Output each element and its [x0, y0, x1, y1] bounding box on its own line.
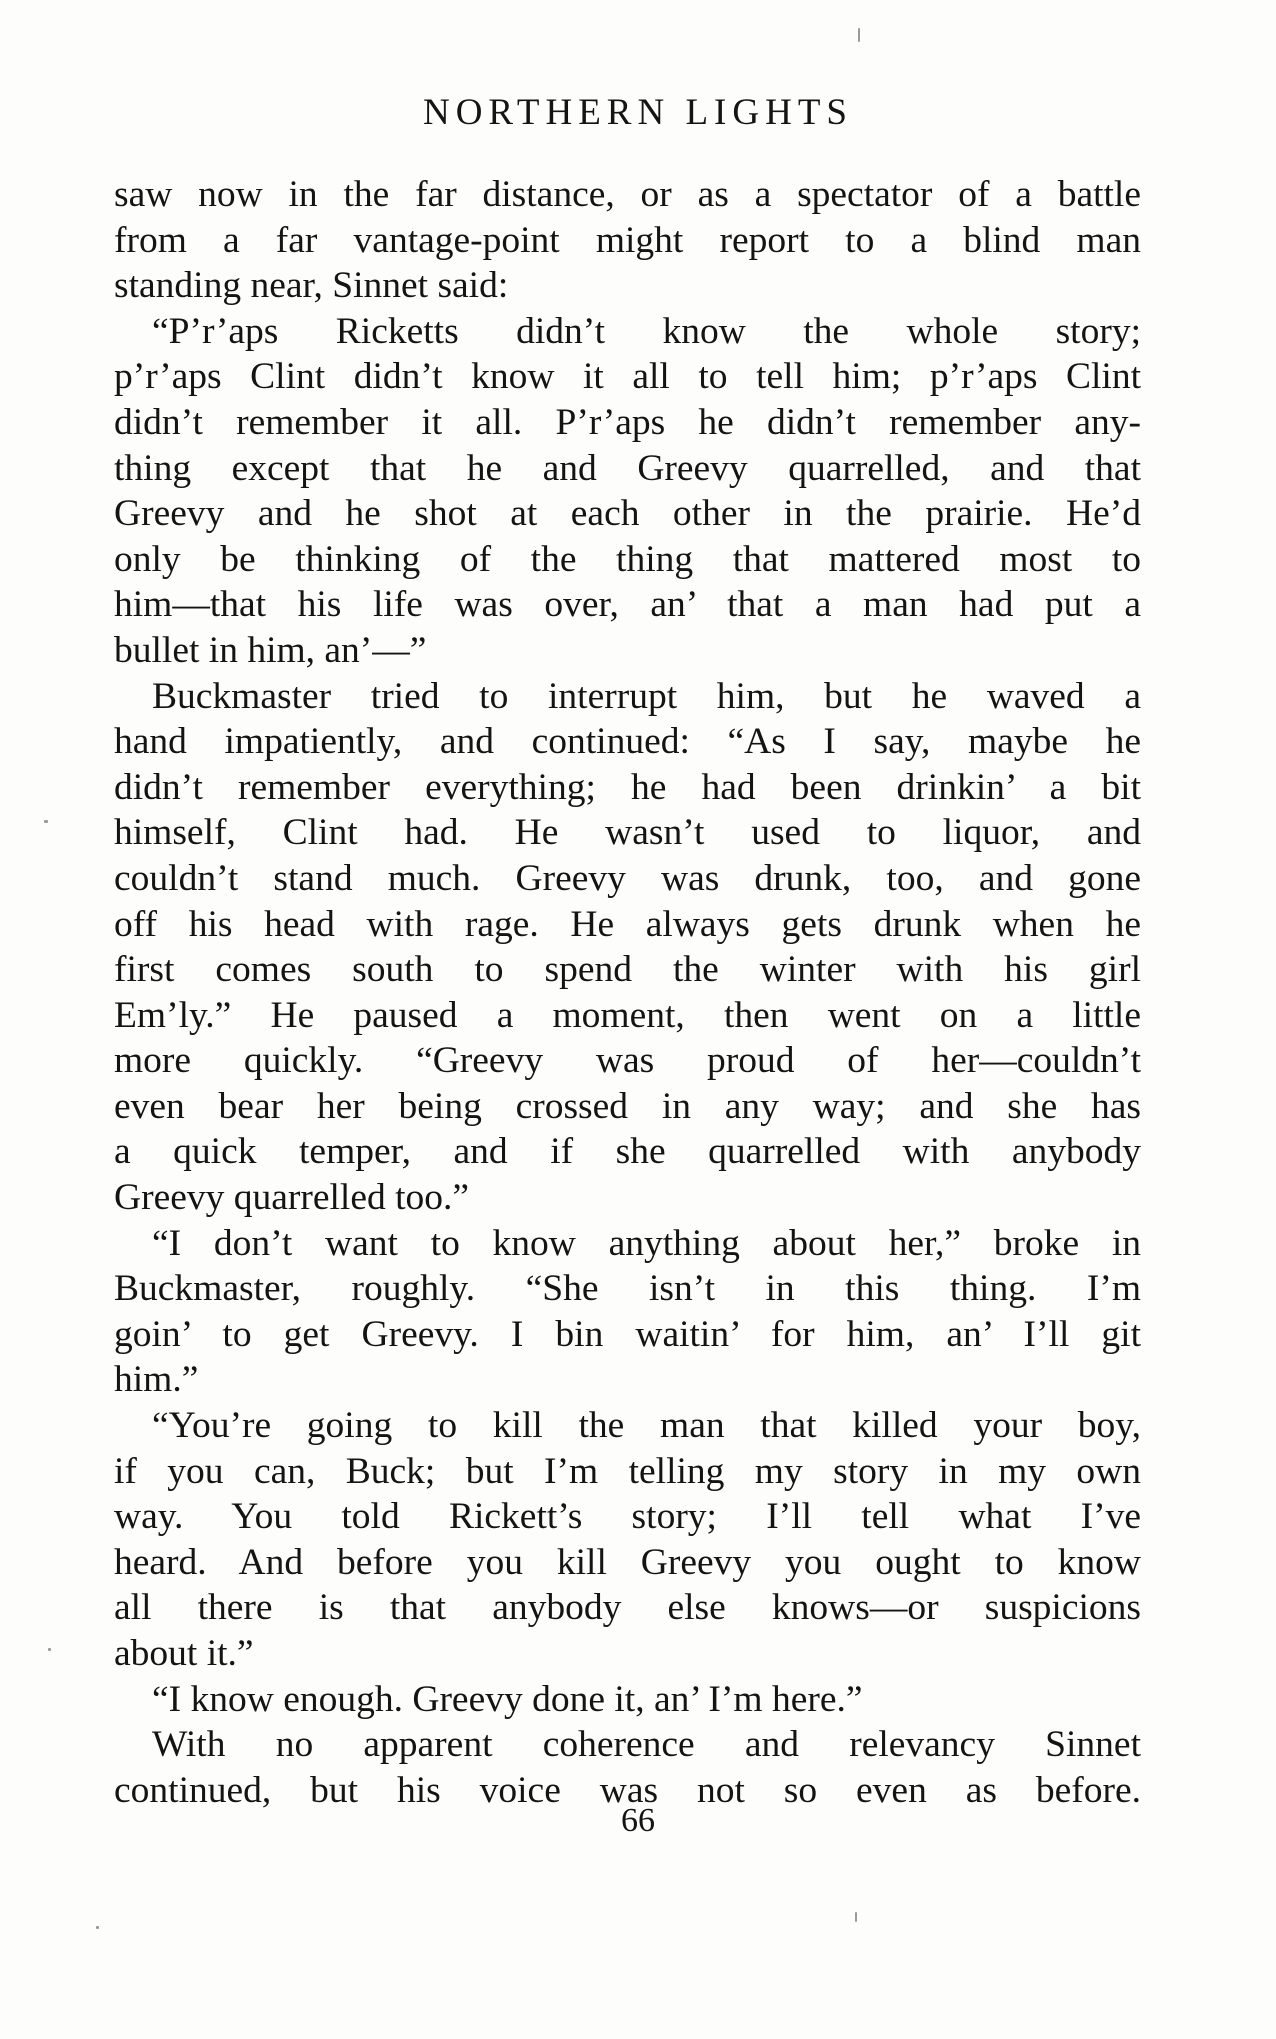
text-line: first comes south to spend the winter with his girl: [114, 949, 1141, 991]
text-line: about it.”: [114, 1633, 254, 1674]
text-line: didn’t remember it all. P’r’aps he didn’t remember any-: [114, 401, 1141, 443]
text-line: “I don’t want to know anything about her,” broke in: [152, 1222, 1141, 1264]
text-line: bullet in him, an’—”: [114, 629, 427, 671]
text-line: Greevy quarrelled too.”: [114, 1177, 470, 1219]
text-line: more quickly. “Greevy was proud of her—couldn’t: [114, 1040, 1141, 1082]
text-line: himself, Clint had. He wasn’t used to liquor, and: [114, 812, 1141, 854]
text-line: standing near, Sinnet said:: [114, 265, 509, 307]
text-line: thing except that he and Greevy quarrelled, and that: [114, 447, 1141, 489]
scan-speck: [855, 1912, 857, 1922]
text-line: Buckmaster, roughly. “She isn’t in this thing. I’m: [114, 1268, 1141, 1310]
page-number: 66: [621, 1802, 655, 1839]
text-line: hand impatiently, and continued: “As I say, maybe he: [114, 721, 1141, 763]
text-line: Em’ly.” He paused a moment, then went on a little: [114, 994, 1141, 1036]
text-line: from a far vantage-point might report to a blind man: [114, 219, 1141, 261]
text-line: With no apparent coherence and relevancy Sinnet: [152, 1724, 1141, 1766]
text-line: him—that his life was over, an’ that a man had put a: [114, 584, 1141, 626]
text-line: p’r’aps Clint didn’t know it all to tell him; p’r’aps Clint: [114, 356, 1141, 398]
text-line: way. You told Rickett’s story; I’ll tell what I’ve: [114, 1496, 1141, 1538]
text-line: couldn’t stand much. Greevy was drunk, too, and gone: [114, 857, 1141, 899]
scan-speck: [96, 1926, 99, 1929]
text-line: “P’r’aps Ricketts didn’t know the whole story;: [152, 310, 1141, 352]
text-line: all there is that anybody else knows—or suspicions: [114, 1587, 1141, 1629]
text-line: Greevy and he shot at each other in the prairie. He’d: [114, 493, 1141, 535]
text-line: didn’t remember everything; he had been drinkin’ a bit: [114, 766, 1141, 808]
text-line: off his head with rage. He always gets drunk when he: [114, 903, 1141, 945]
scan-speck: [48, 1648, 51, 1651]
text-line: “I know enough. Greevy done it, an’ I’m here.”: [152, 1678, 863, 1720]
text-line: him.”: [114, 1359, 199, 1401]
body-text: [114, 172, 1141, 1813]
running-head: NORTHERN LIGHTS: [422, 92, 853, 133]
text-line: heard. And before you kill Greevy you ought to know: [114, 1541, 1141, 1583]
scan-speck: [858, 28, 860, 42]
text-line: continued, but his voice was not so even as before.: [114, 1769, 1141, 1811]
text-line: if you can, Buck; but I’m telling my story in my own: [114, 1450, 1141, 1492]
text-line: goin’ to get Greevy. I bin waitin’ for him, an’ I’ll git: [114, 1313, 1141, 1355]
text-line: saw now in the far distance, or as a spectator of a battle: [114, 174, 1141, 215]
text-line: “You’re going to kill the man that killed your boy,: [152, 1405, 1141, 1447]
text-line: only be thinking of the thing that mattered most to: [114, 538, 1141, 580]
text-line: Buckmaster tried to interrupt him, but he waved a: [152, 675, 1141, 717]
text-line: a quick temper, and if she quarrelled with anybody: [114, 1131, 1141, 1173]
scan-speck: [44, 820, 48, 823]
text-line: even bear her being crossed in any way; and she has: [114, 1085, 1141, 1127]
